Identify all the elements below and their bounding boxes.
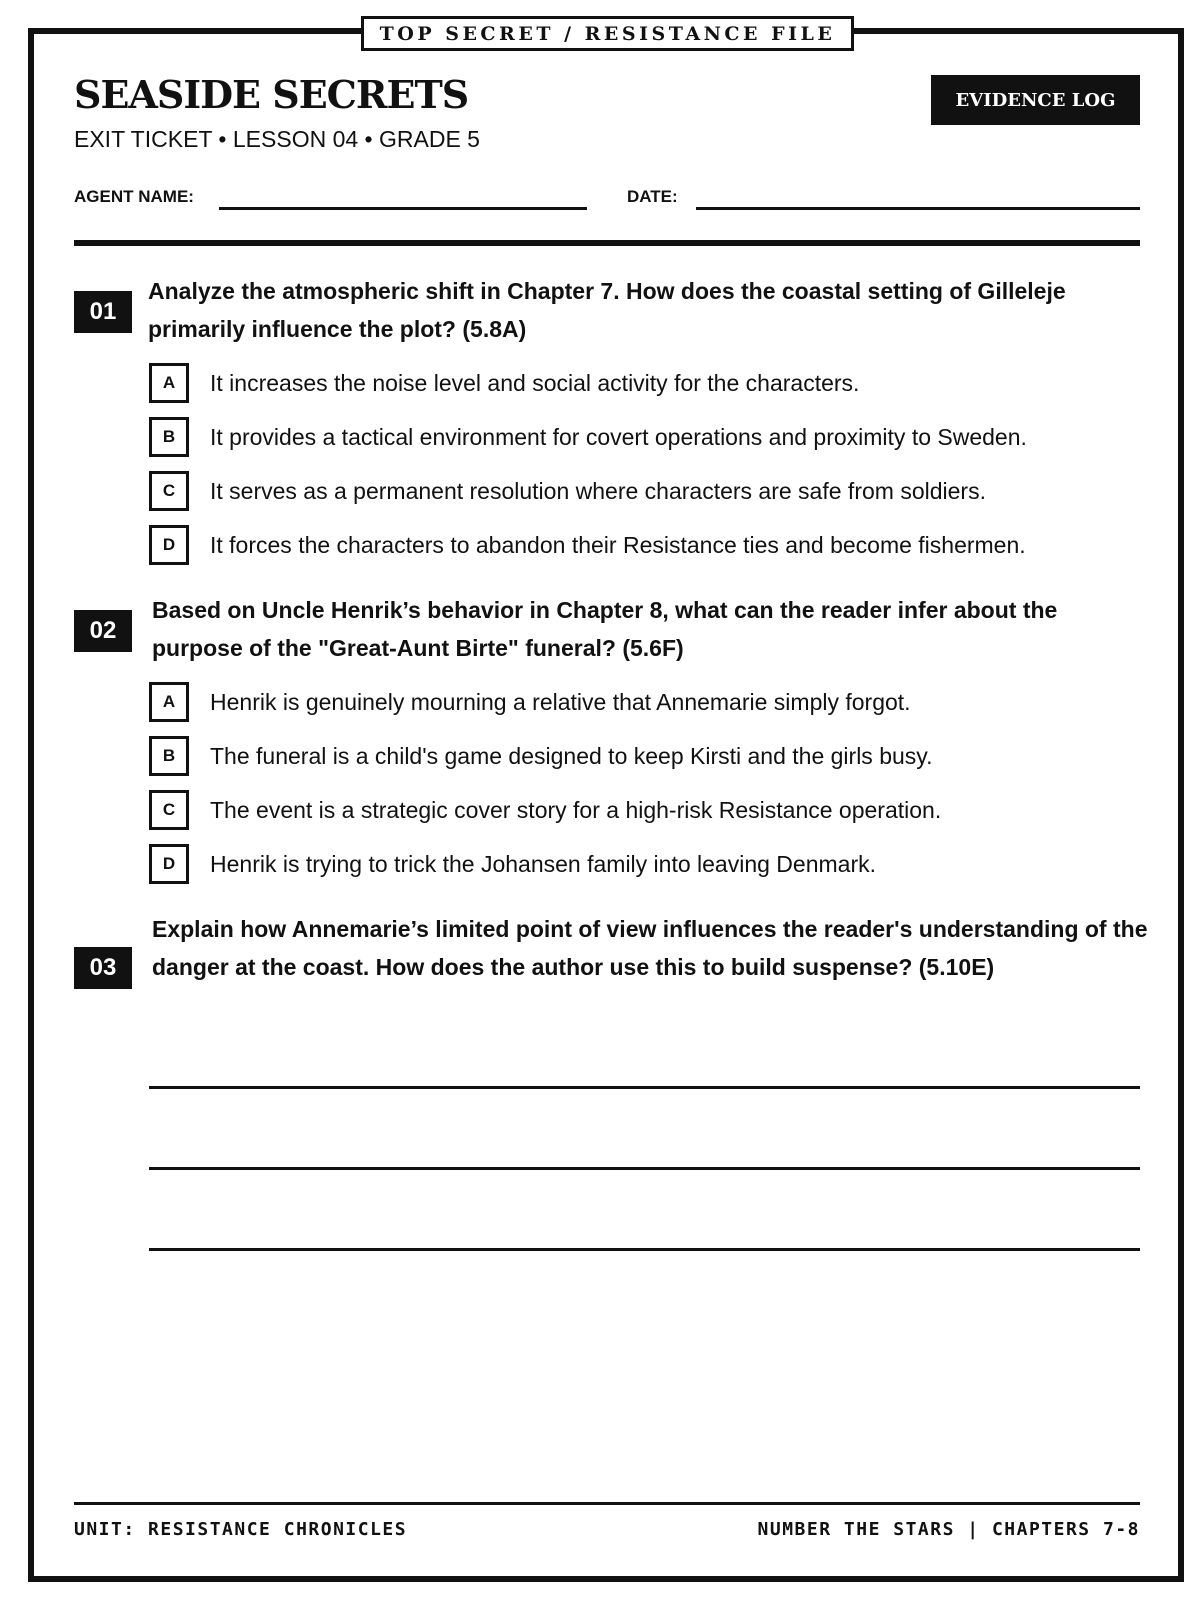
option-letter-box[interactable]: C <box>149 471 189 511</box>
option-text: Henrik is trying to trick the Johansen family into leaving Denmark. <box>210 850 877 877</box>
footer-divider <box>74 1502 1140 1505</box>
evidence-log-button[interactable]: EVIDENCE LOG <box>931 75 1140 125</box>
question-text: Explain how Annemarie’s limited point of view influences the reader's understanding of the danger at the coast. How does the author use this to build suspense? (5.10E) <box>152 916 1148 980</box>
option-letter-box[interactable]: C <box>149 790 189 830</box>
option-letter-box[interactable]: D <box>149 525 189 565</box>
option-letter-box[interactable]: A <box>149 682 189 722</box>
answer-option[interactable] <box>149 471 986 511</box>
answer-option[interactable] <box>149 525 1026 565</box>
written-answer-line[interactable] <box>149 1167 1140 1170</box>
answer-option[interactable] <box>149 844 876 884</box>
question-number-badge: 02 <box>74 610 132 652</box>
option-text: It forces the characters to abandon their Resistance ties and become fishermen. <box>210 531 1026 558</box>
answer-option[interactable] <box>149 736 932 776</box>
question-text: Analyze the atmospheric shift in Chapter 7. How does the coastal setting of Gilleleje primarily influence the plot? (5.8A) <box>148 278 1066 342</box>
date-label: DATE: <box>627 187 678 206</box>
answer-option[interactable] <box>149 790 941 830</box>
answer-option[interactable] <box>149 363 859 403</box>
option-text: Henrik is genuinely mourning a relative that Annemarie simply forgot. <box>210 688 911 715</box>
question-number-badge: 03 <box>74 947 132 989</box>
page-title: SEASIDE SECRETS <box>74 72 469 117</box>
classification-tab: TOP SECRET / RESISTANCE FILE <box>361 16 854 51</box>
header-divider <box>74 240 1140 246</box>
agent-name-label: AGENT NAME: <box>74 187 194 206</box>
written-answer-line[interactable] <box>149 1248 1140 1251</box>
page-subtitle: EXIT TICKET • LESSON 04 • GRADE 5 <box>74 126 480 152</box>
option-letter-box[interactable]: A <box>149 363 189 403</box>
option-letter-box[interactable]: B <box>149 736 189 776</box>
answer-option[interactable] <box>149 682 911 722</box>
question-number-badge: 01 <box>74 291 132 333</box>
option-letter-box[interactable]: B <box>149 417 189 457</box>
option-text: The funeral is a child's game designed to keep Kirsti and the girls busy. <box>210 742 933 769</box>
footer-source: NUMBER THE STARS | CHAPTERS 7-8 <box>757 1519 1140 1540</box>
written-answer-line[interactable] <box>149 1086 1140 1089</box>
date-field[interactable] <box>696 207 1140 210</box>
option-text: It provides a tactical environment for covert operations and proximity to Sweden. <box>210 423 1027 450</box>
agent-name-field[interactable] <box>219 207 587 210</box>
option-letter-box[interactable]: D <box>149 844 189 884</box>
question-text: Based on Uncle Henrik’s behavior in Chapter 8, what can the reader infer about the purpose of the "Great-Aunt Birte" funeral? (5.6F) <box>152 597 1058 661</box>
option-text: The event is a strategic cover story for a high-risk Resistance operation. <box>210 796 942 823</box>
answer-option[interactable] <box>149 417 1027 457</box>
option-text: It serves as a permanent resolution where characters are safe from soldiers. <box>210 477 986 504</box>
option-text: It increases the noise level and social activity for the characters. <box>210 369 860 396</box>
footer-unit: UNIT: RESISTANCE CHRONICLES <box>74 1519 408 1540</box>
